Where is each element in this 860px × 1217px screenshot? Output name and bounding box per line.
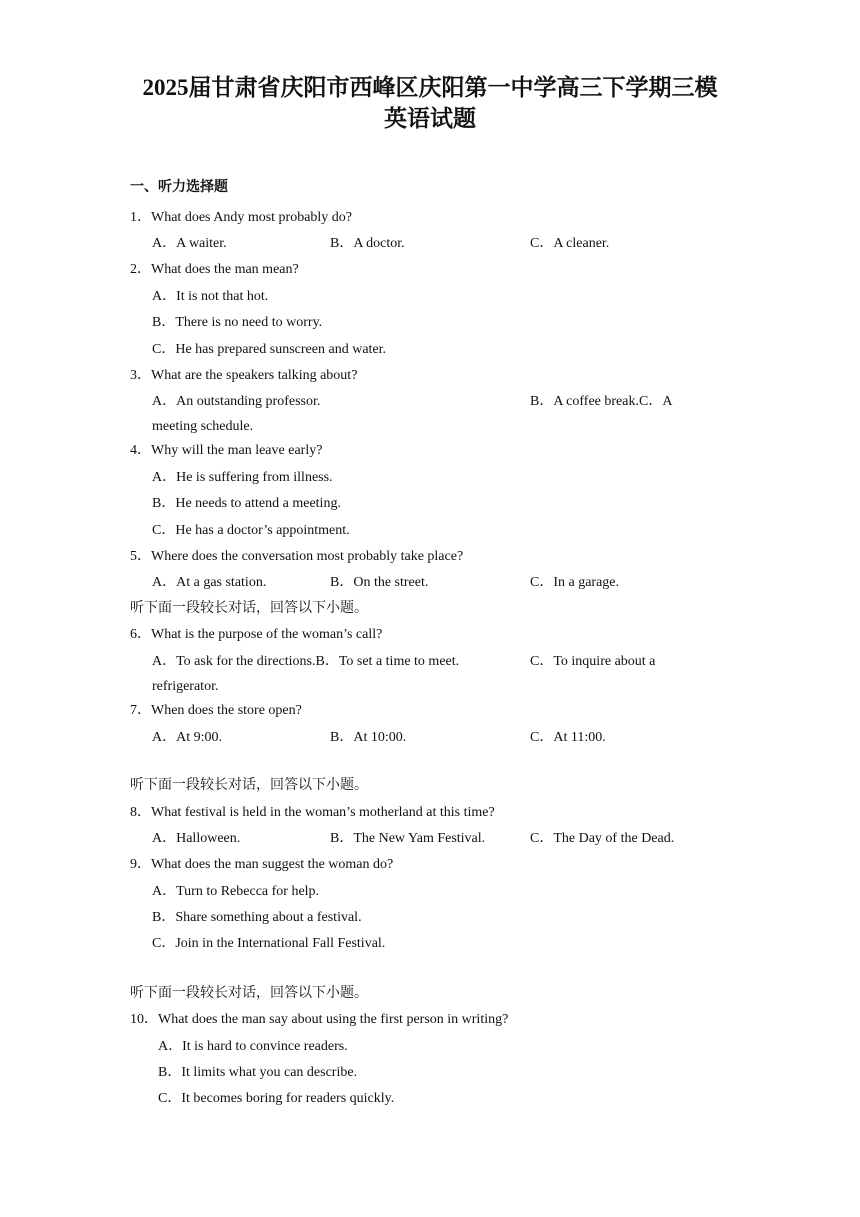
option-b: B．At 10:00. xyxy=(330,730,407,745)
option-a: A．Turn to Rebecca for help. xyxy=(152,884,320,899)
option-b: B．The New Yam Festival. xyxy=(330,831,486,846)
question-9 xyxy=(130,856,393,874)
option-c: C．The Day of the Dead. xyxy=(530,831,675,846)
question-6 xyxy=(130,626,382,644)
option-c: C．He has prepared sunscreen and water. xyxy=(152,342,387,357)
option-a-b: A．To ask for the directions.B．To set a time to meet. xyxy=(152,654,460,669)
option-a: A．At a gas station. xyxy=(152,575,267,590)
option-a: A．At 9:00. xyxy=(152,730,222,745)
question-number: 2． xyxy=(130,262,151,277)
option-b: B．On the street. xyxy=(330,575,429,590)
question-3 xyxy=(130,367,357,385)
question-text: When does the store open? xyxy=(151,703,302,718)
option-a: A．He is suffering from illness. xyxy=(152,470,333,485)
question-text: What does the man mean? xyxy=(151,262,299,277)
option-c: C．Join in the International Fall Festival. xyxy=(152,936,386,951)
option-c: C．To inquire about a xyxy=(530,654,656,669)
option-c: C．He has a doctor’s appointment. xyxy=(152,523,350,538)
section-heading: 一、听力选择题 xyxy=(130,180,228,195)
question-number: 10． xyxy=(130,1012,158,1027)
question-text: What are the speakers talking about? xyxy=(151,368,358,383)
listening-instruction: 听下面一段较长对话，回答以下小题。 xyxy=(130,778,368,793)
question-10 xyxy=(130,1011,508,1029)
question-1 xyxy=(130,209,352,227)
option-c-continued: refrigerator. xyxy=(152,679,219,694)
question-5 xyxy=(130,548,463,566)
question-number: 3． xyxy=(130,368,151,383)
question-number: 4． xyxy=(130,443,151,458)
option-c: C．It becomes boring for readers quickly. xyxy=(158,1091,395,1106)
question-number: 9． xyxy=(130,857,151,872)
option-a: A．Halloween. xyxy=(152,831,241,846)
question-text: Why will the man leave early? xyxy=(151,443,323,458)
listening-instruction: 听下面一段较长对话，回答以下小题。 xyxy=(130,601,368,616)
question-4 xyxy=(130,442,322,460)
option-c: C．At 11:00. xyxy=(530,730,606,745)
question-number: 7． xyxy=(130,703,151,718)
question-number: 1． xyxy=(130,210,151,225)
question-text: What does the man say about using the first person in writing? xyxy=(158,1012,509,1027)
option-b: B．It limits what you can describe. xyxy=(158,1065,358,1080)
question-2 xyxy=(130,261,299,279)
option-c-continued: meeting schedule. xyxy=(152,419,254,434)
question-number: 8． xyxy=(130,805,151,820)
option-a: A．An outstanding professor. xyxy=(152,394,321,409)
option-b: B．There is no need to worry. xyxy=(152,315,323,330)
question-text: What festival is held in the woman’s motherland at this time? xyxy=(151,805,495,820)
listening-instruction: 听下面一段较长对话，回答以下小题。 xyxy=(130,986,368,1001)
option-c: C．A cleaner. xyxy=(530,236,610,251)
option-c: C．In a garage. xyxy=(530,575,620,590)
question-text: What does Andy most probably do? xyxy=(151,210,353,225)
question-number: 6． xyxy=(130,627,151,642)
question-number: 5． xyxy=(130,549,151,564)
option-a: A．It is not that hot. xyxy=(152,289,269,304)
option-a: A．A waiter. xyxy=(152,236,227,251)
option-a: A．It is hard to convince readers. xyxy=(158,1039,348,1054)
page-subtitle: 英语试题 xyxy=(384,106,476,131)
page-title: 2025届甘肃省庆阳市西峰区庆阳第一中学高三下学期三模 xyxy=(142,75,718,100)
option-b-c: B．A coffee break.C．A xyxy=(530,394,673,409)
option-b: B．He needs to attend a meeting. xyxy=(152,496,341,511)
question-text: What is the purpose of the woman’s call? xyxy=(151,627,383,642)
question-7 xyxy=(130,702,302,720)
question-text: What does the man suggest the woman do? xyxy=(151,857,394,872)
option-b: B．Share something about a festival. xyxy=(152,910,362,925)
question-text: Where does the conversation most probably take place? xyxy=(151,549,464,564)
option-b: B．A doctor. xyxy=(330,236,405,251)
question-8 xyxy=(130,804,495,822)
